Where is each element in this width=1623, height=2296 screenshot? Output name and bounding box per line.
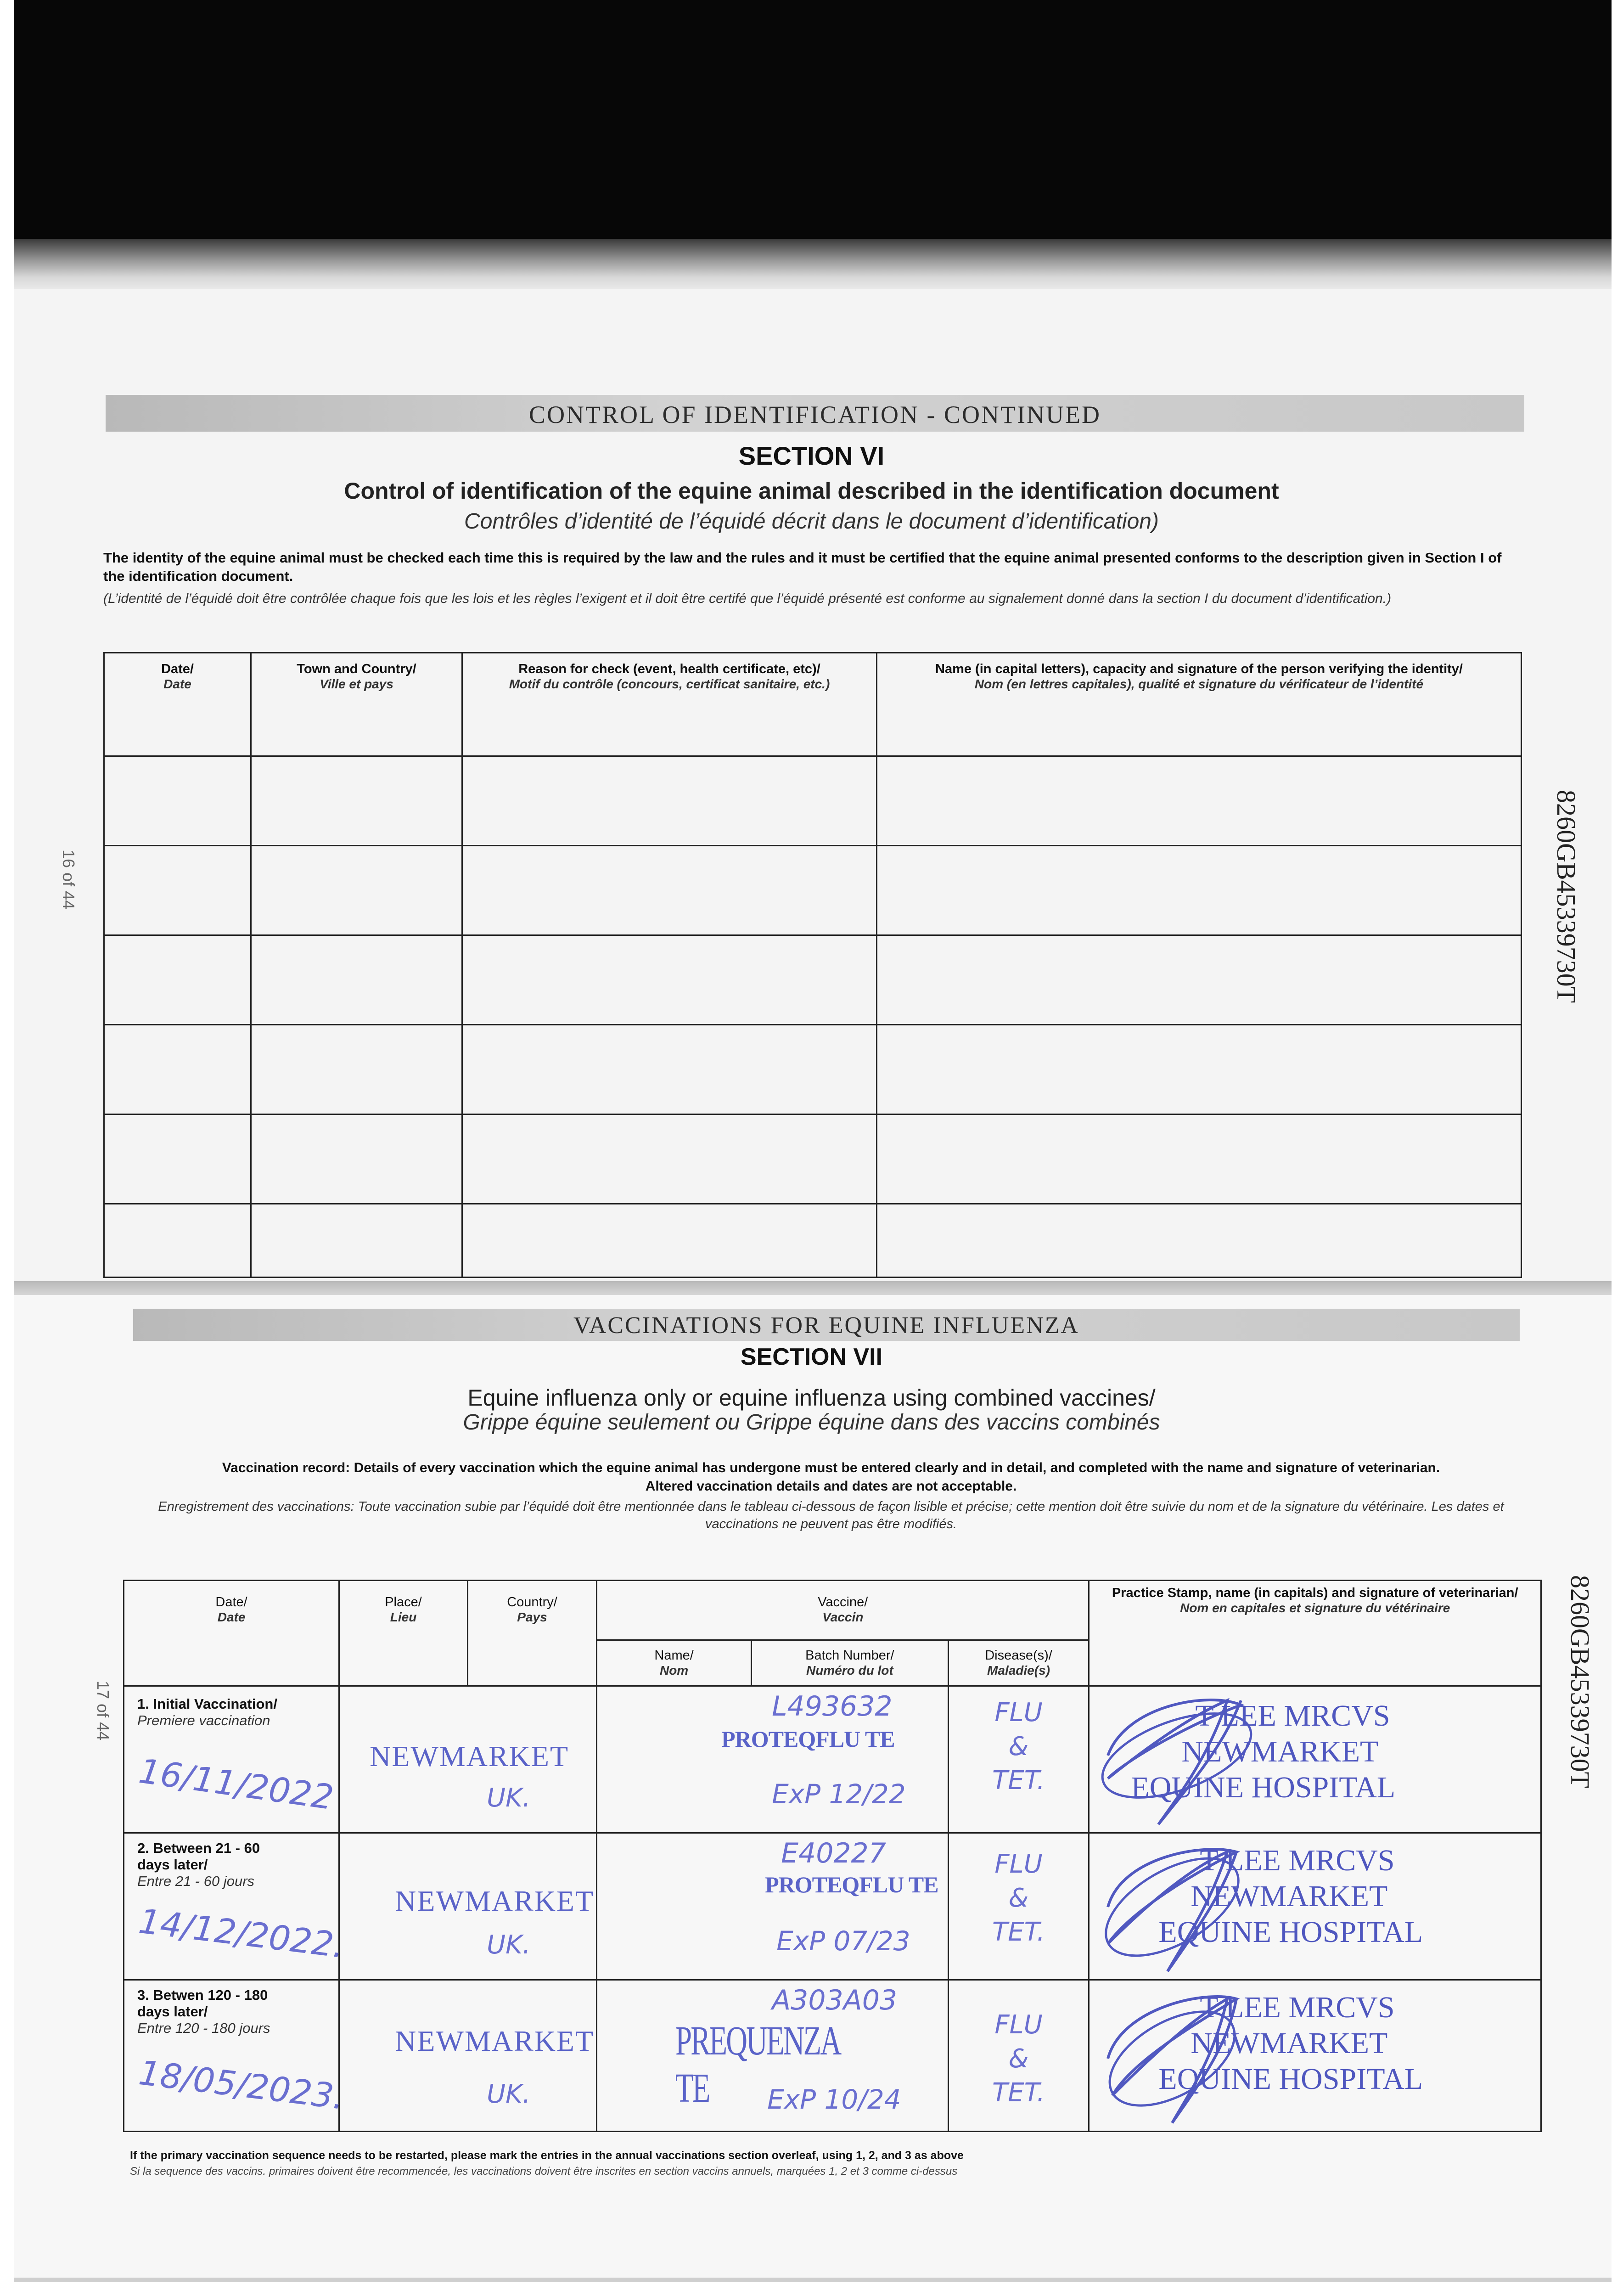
vaccination-table bbox=[123, 1580, 1542, 2132]
vet-stamp-cell[interactable] bbox=[1089, 1686, 1541, 1833]
vaccine-product-stamp: PREQUENZA TE bbox=[675, 2018, 839, 2111]
col-vaccine: Vaccine/ Vaccin bbox=[597, 1581, 1089, 1640]
col-country: Country/ Pays bbox=[467, 1581, 596, 1686]
place-stamp: NEWMARKET bbox=[395, 2025, 595, 2057]
col-batch: Batch Number/ Numéro du lot bbox=[752, 1640, 949, 1686]
col-practice-stamp: Practice Stamp, name (in capitals) and signature of veterinarian/ Nom en capitales et signature du vétérinaire bbox=[1089, 1581, 1541, 1686]
place-stamp: NEWMARKET bbox=[395, 1885, 595, 1917]
col-reason: Reason for check (event, health certificate, etc)/ Motif du contrôle (concours, certificat sanitaire, etc.) bbox=[462, 653, 877, 756]
table-row[interactable] bbox=[104, 756, 1522, 846]
vet-practice: EQUINE HOSPITAL bbox=[1158, 1915, 1423, 1949]
section7-band-title: VACCINATIONS FOR EQUINE INFLUENZA bbox=[573, 1312, 1079, 1339]
vaccine-product-stamp: PROTEQFLU TE bbox=[721, 1726, 895, 1752]
col-date: Date/ Date bbox=[104, 653, 251, 756]
section7-band bbox=[133, 1309, 1520, 1341]
country-handwriting: UK. bbox=[487, 1930, 531, 1960]
section7-record-en2: Altered vaccination details and dates are not acceptable. bbox=[645, 1479, 1017, 1494]
place-country-cell[interactable] bbox=[339, 1833, 597, 1980]
table-row[interactable] bbox=[104, 1114, 1522, 1204]
side-id-top: 8260GB45339730T bbox=[1551, 790, 1581, 1003]
section6-instruction-fr: (L’identité de l’équidé doit être contrôlée chaque fois que les lois et les règles l’exigent et il doit être certifé que l’équidé présenté est conforme au signalement donné dans la section I du document d’identification.) bbox=[103, 591, 1392, 606]
page-number-17: 17 of 44 bbox=[94, 1681, 112, 1741]
vet-name: T LEE MRCVS bbox=[1195, 1699, 1390, 1733]
country-handwriting: UK. bbox=[487, 1783, 531, 1813]
section6-subtitle-fr: Contrôles d’identité de l’équidé décrit dans le document d’identification) bbox=[464, 509, 1159, 534]
vaccine-batch-cell[interactable] bbox=[597, 1980, 949, 2132]
vaccine-batch-cell[interactable] bbox=[597, 1686, 949, 1833]
table-row[interactable] bbox=[124, 1980, 1541, 2132]
section6-band-title: CONTROL OF IDENTIFICATION - CONTINUED bbox=[529, 401, 1101, 428]
place-stamp: NEWMARKET bbox=[370, 1740, 569, 1773]
date-cell[interactable]: 3. Betwen 120 - 180 days later/ Entre 120 - 180 jours 18/05/2023. bbox=[124, 1980, 339, 2132]
country-handwriting: UK. bbox=[487, 2079, 531, 2109]
section6-band bbox=[106, 395, 1524, 432]
vaccine-product-stamp: PROTEQFLU TE bbox=[765, 1872, 938, 1897]
disease-cell[interactable]: FLU & TET. bbox=[948, 1980, 1089, 2132]
expiry-date: ExP 12/22 bbox=[772, 1778, 906, 1810]
section7-label: SECTION VII bbox=[740, 1344, 883, 1370]
vaccination-date: 16/11/2022 bbox=[136, 1751, 336, 1818]
side-id-bottom: 8260GB45339730T bbox=[1565, 1575, 1595, 1788]
col-town-country: Town and Country/ Ville et pays bbox=[251, 653, 462, 756]
page-bottom-edge bbox=[14, 2278, 1612, 2282]
section7-record-fr: Enregistrement des vaccinations: Toute vaccination subie par l’équidé doit être mentionnée dans le tableau ci-dessous de façon lisible et précise; cette mention doit être suivie du nom et de la signature du vétérinaire. Les dates et vaccinations ne peuvent pas être modifiés. bbox=[158, 1499, 1504, 1531]
page-number-16: 16 of 44 bbox=[59, 850, 78, 910]
expiry-date: ExP 10/24 bbox=[767, 2084, 901, 2115]
place-country-cell[interactable] bbox=[339, 1686, 597, 1833]
vet-stamp-cell[interactable] bbox=[1089, 1833, 1541, 1980]
disease-cell[interactable]: FLU & TET. bbox=[948, 1686, 1089, 1833]
date-cell[interactable]: 2. Between 21 - 60 days later/ Entre 21 - 60 jours 14/12/2022. bbox=[124, 1833, 339, 1980]
vet-town: NEWMARKET bbox=[1191, 2026, 1388, 2060]
disease-cell[interactable]: FLU & TET. bbox=[948, 1833, 1089, 1980]
batch-number: E40227 bbox=[781, 1837, 886, 1869]
vet-practice: EQUINE HOSPITAL bbox=[1158, 2062, 1423, 2096]
col-place: Place/ Lieu bbox=[339, 1581, 468, 1686]
scanner-dark-background bbox=[14, 0, 1612, 257]
col-date: Date/ Date bbox=[124, 1581, 339, 1686]
table-row[interactable] bbox=[104, 846, 1522, 935]
table-row[interactable] bbox=[124, 1686, 1541, 1833]
vet-name: T LEE MRCVS bbox=[1200, 1991, 1395, 2024]
vet-town: NEWMARKET bbox=[1191, 1880, 1388, 1913]
expiry-date: ExP 07/23 bbox=[776, 1925, 910, 1957]
vet-town: NEWMARKET bbox=[1181, 1735, 1379, 1768]
vet-practice: EQUINE HOSPITAL bbox=[1131, 1771, 1396, 1804]
section7-footer-fr: Si la sequence des vaccins. primaires doivent être recommencée, les vaccinations doivent être inscrites en section vaccins annuels, marquées 1, 2 et 3 comme ci-dessus bbox=[130, 2165, 958, 2178]
place-country-cell[interactable] bbox=[339, 1980, 597, 2132]
section7-subtitle-fr: Grippe équine seulement ou Grippe équine dans des vaccins combinés bbox=[463, 1410, 1160, 1435]
identification-check-table bbox=[103, 652, 1522, 1278]
vet-name: T LEE MRCVS bbox=[1200, 1844, 1395, 1877]
col-vaccine-name: Name/ Nom bbox=[597, 1640, 752, 1686]
table-row[interactable] bbox=[104, 1025, 1522, 1114]
section6-instruction-en: The identity of the equine animal must be checked each time this is required by the law and the rules and it must be certified that the equine animal presented conforms to the description given in Section I of the identification document. bbox=[103, 550, 1502, 584]
col-disease: Disease(s)/ Maladie(s) bbox=[948, 1640, 1089, 1686]
section7-footer-en: If the primary vaccination sequence needs to be restarted, please mark the entries in the annual vaccinations section overleaf, using 1, 2, and 3 as above bbox=[130, 2149, 964, 2162]
vaccination-date: 14/12/2022. bbox=[136, 1901, 347, 1966]
section7-record-en: Vaccination record: Details of every vaccination which the equine animal has undergone must be entered clearly and in detail, and completed with the name and signature of veterinarian. bbox=[222, 1460, 1440, 1475]
section6-label: SECTION VI bbox=[738, 441, 885, 470]
vaccination-date: 18/05/2023. bbox=[136, 2053, 347, 2118]
section6-subtitle-en: Control of identification of the equine animal described in the identification document bbox=[344, 478, 1279, 504]
batch-number: A303A03 bbox=[772, 1984, 898, 2016]
date-cell[interactable]: 1. Initial Vaccination/ Premiere vaccination 16/11/2022 bbox=[124, 1686, 339, 1833]
section7-subtitle-en: Equine influenza only or equine influenza using combined vaccines/ bbox=[467, 1385, 1156, 1411]
table-row[interactable] bbox=[124, 1833, 1541, 1980]
table-row[interactable] bbox=[104, 1204, 1522, 1277]
batch-number: L493632 bbox=[772, 1690, 893, 1722]
vet-stamp-cell[interactable] bbox=[1089, 1980, 1541, 2132]
binder-edge bbox=[14, 239, 1612, 294]
col-verifier: Name (in capital letters), capacity and signature of the person verifying the identity/ Nom (en lettres capitales), qualité et signature du vérificateur de l’identité bbox=[877, 653, 1522, 756]
table-row[interactable] bbox=[104, 935, 1522, 1025]
vaccine-batch-cell[interactable] bbox=[597, 1833, 949, 1980]
